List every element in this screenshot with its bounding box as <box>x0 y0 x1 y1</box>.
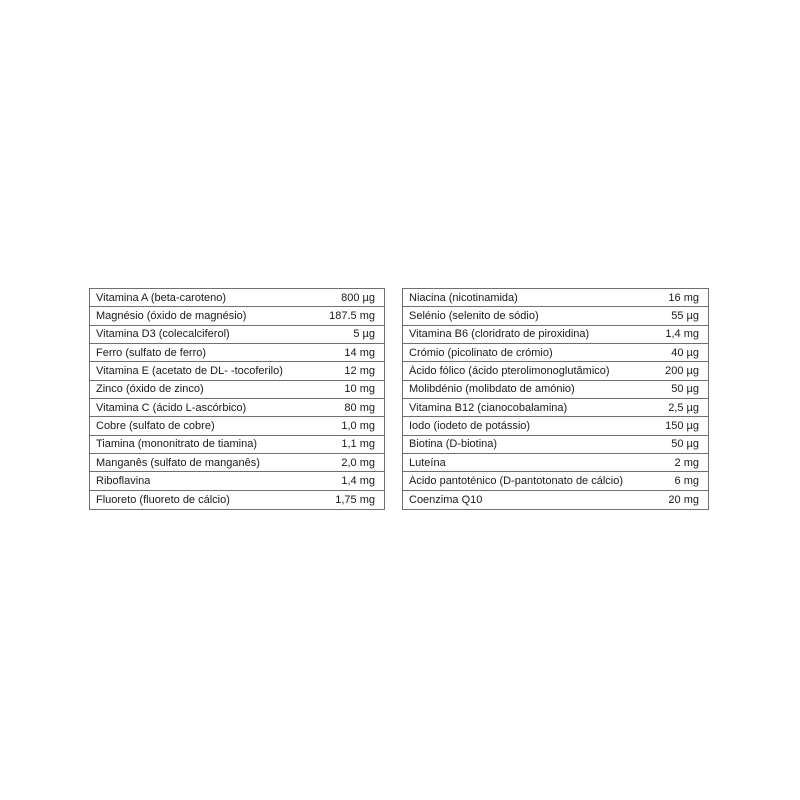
nutrient-amount: 1,4 mg <box>665 328 699 341</box>
nutrient-name: Luteína <box>409 456 446 469</box>
table-row <box>90 326 384 344</box>
nutrient-name: Ácido pantoténico (D-pantotonato de cálcio) <box>409 474 624 487</box>
nutrient-amount: 2,0 mg <box>341 456 375 469</box>
table-row <box>403 362 708 380</box>
table-row <box>90 307 384 325</box>
nutrient-amount: 2 mg <box>674 456 699 469</box>
nutrient-amount: 200 µg <box>665 364 699 377</box>
table-row <box>403 289 708 307</box>
table-row <box>403 399 708 417</box>
table-row <box>403 472 708 490</box>
table-row <box>90 436 384 454</box>
nutrient-name: Niacina (nicotinamida) <box>409 291 518 304</box>
nutrient-amount: 50 µg <box>671 383 699 396</box>
nutrient-name: Vitamina D3 (colecalciferol) <box>96 328 230 341</box>
table-row <box>90 417 384 435</box>
table-row <box>403 436 708 454</box>
nutrient-name: Cobre (sulfato de cobre) <box>96 419 215 432</box>
table-row <box>403 417 708 435</box>
nutrient-name: Ácido fólico (ácido pterolimonoglutâmico) <box>409 364 610 377</box>
table-row <box>90 399 384 417</box>
nutrient-name: Crómio (picolinato de crómio) <box>409 346 553 359</box>
nutrient-name: Selénio (selenito de sódio) <box>409 309 539 322</box>
nutrient-amount: 187.5 mg <box>329 309 375 322</box>
table-row <box>403 454 708 472</box>
nutrient-amount: 800 µg <box>341 291 375 304</box>
nutrient-table-right <box>402 288 709 510</box>
table-row <box>90 289 384 307</box>
nutrient-amount: 1,4 mg <box>341 474 375 487</box>
table-row <box>90 472 384 490</box>
nutrient-name: Vitamina C (ácido L-ascórbico) <box>96 401 247 414</box>
nutrient-name: Ferro (sulfato de ferro) <box>96 346 207 359</box>
nutrient-name: Vitamina B12 (cianocobalamina) <box>409 401 568 414</box>
nutrient-amount: 5 µg <box>353 328 375 341</box>
table-row <box>403 381 708 399</box>
nutrient-name: Tiamina (mononitrato de tiamina) <box>96 438 257 451</box>
nutrient-amount: 1,1 mg <box>341 438 375 451</box>
table-row <box>90 362 384 380</box>
nutrient-name: Manganês (sulfato de manganês) <box>96 456 260 469</box>
nutrient-table-left <box>89 288 385 510</box>
nutrient-name: Coenzima Q10 <box>409 493 483 506</box>
table-row <box>403 491 708 509</box>
nutrient-amount: 1,0 mg <box>341 419 375 432</box>
nutrient-name: Molibdénio (molibdato de amónio) <box>409 383 575 396</box>
nutrient-amount: 2,5 µg <box>668 401 699 414</box>
table-row <box>403 326 708 344</box>
nutrient-name: Biotina (D-biotina) <box>409 438 498 451</box>
nutrient-name: Vitamina E (acetato de DL- -tocoferilo) <box>96 364 283 377</box>
nutrient-amount: 14 mg <box>344 346 375 359</box>
table-row <box>90 454 384 472</box>
nutrient-amount: 10 mg <box>344 383 375 396</box>
nutrient-name: Vitamina A (beta-caroteno) <box>96 291 227 304</box>
nutrient-amount: 80 mg <box>344 401 375 414</box>
table-row <box>403 344 708 362</box>
nutrient-amount: 1,75 mg <box>335 493 375 506</box>
nutrient-name: Magnésio (óxido de magnésio) <box>96 309 247 322</box>
nutrient-amount: 40 µg <box>671 346 699 359</box>
nutrient-amount: 12 mg <box>344 364 375 377</box>
nutrient-name: Iodo (iodeto de potássio) <box>409 419 531 432</box>
table-row <box>90 344 384 362</box>
nutrient-amount: 16 mg <box>668 291 699 304</box>
table-row <box>90 491 384 509</box>
nutrient-name: Vitamina B6 (cloridrato de piroxidina) <box>409 328 590 341</box>
table-row <box>403 307 708 325</box>
nutrient-amount: 20 mg <box>668 493 699 506</box>
nutrient-amount: 50 µg <box>671 438 699 451</box>
nutrient-amount: 55 µg <box>671 309 699 322</box>
nutrient-name: Fluoreto (fluoreto de cálcio) <box>96 493 230 506</box>
nutrient-amount: 150 µg <box>665 419 699 432</box>
nutrient-amount: 6 mg <box>674 474 699 487</box>
nutrient-name: Riboflavina <box>96 474 151 487</box>
table-row <box>90 381 384 399</box>
nutrient-name: Zinco (óxido de zinco) <box>96 383 204 396</box>
